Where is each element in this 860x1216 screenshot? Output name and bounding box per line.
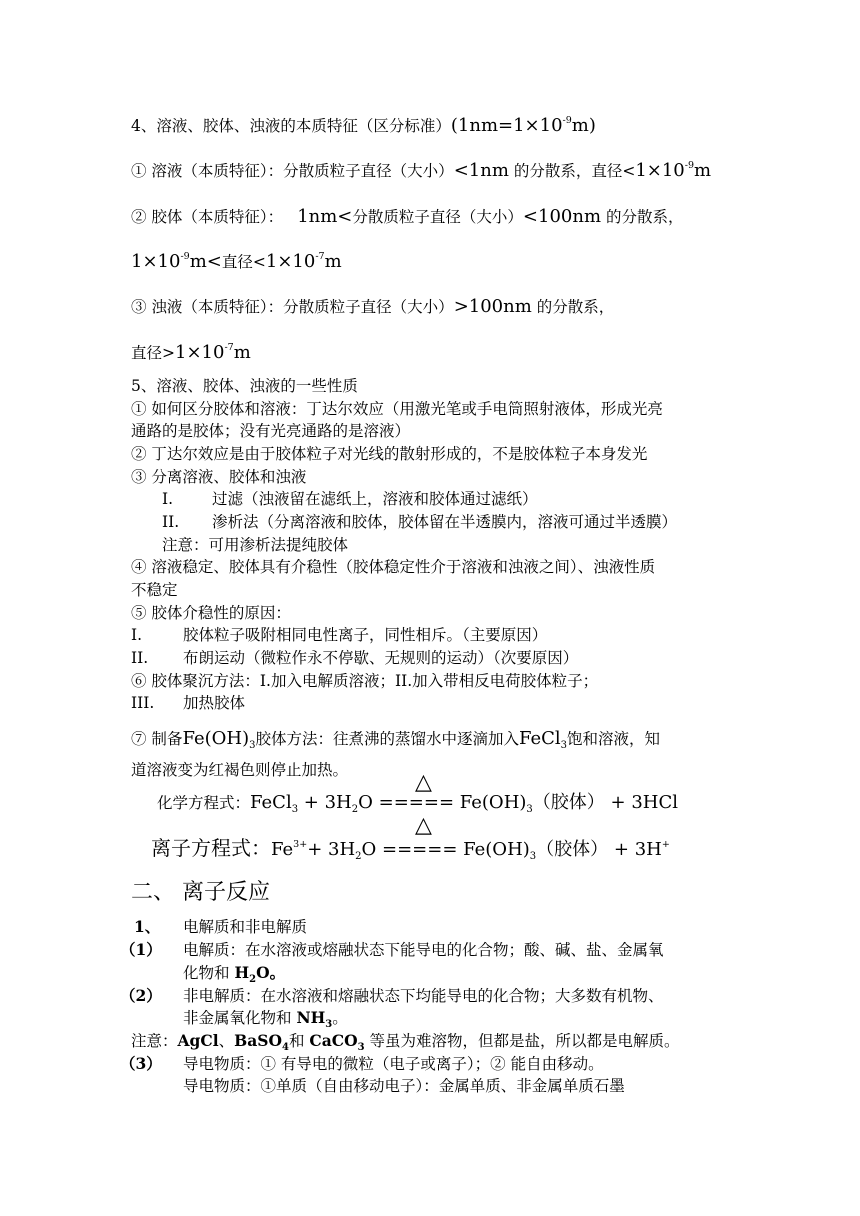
subscript: 3 [560, 740, 568, 751]
s5-line-4: ③ 分离溶液、胶体和浊液 [131, 468, 307, 486]
suspension-line [131, 297, 614, 317]
subscript: 3 [325, 1019, 333, 1030]
unit-text: m) [571, 115, 596, 136]
formula: H [234, 963, 250, 982]
text: <1nm [453, 160, 509, 181]
s4-heading: 4、溶液、胶体、浊液的本质特征（区分标准） [131, 117, 451, 135]
s5-line-2: 通路的是胶体；没有光亮通路的是溶液） [131, 422, 411, 440]
subscript: 2 [355, 851, 362, 862]
text: 饱和溶液，知 [567, 730, 661, 748]
exponent: -7 [315, 251, 325, 262]
heat-triangle-icon: △ [415, 770, 432, 795]
text: 1×10 [635, 160, 685, 181]
text: m [233, 342, 251, 363]
text: 1×10 [175, 342, 225, 363]
s5-line-6: 渗析法（分离溶液和胶体，胶体留在半透膜内，溶液可通过半透膜） [212, 513, 678, 531]
subscript: 3 [291, 804, 299, 815]
s2-item-2b [183, 963, 285, 986]
s2-item-5: 导电物质：①单质（自由移动电子）：金属单质、非金属单质石墨 [183, 1077, 625, 1095]
s5-line-13: ⑥ 胶体聚沉方法：I.加入电解质溶液；II.加入带相反电荷胶体粒子； [131, 672, 599, 690]
text: ⑦ 制备 [131, 730, 183, 748]
formula: NH [296, 1008, 326, 1027]
s4-heading-line [131, 116, 596, 139]
s5-line-10: ⑤ 胶体介稳性的原因： [131, 604, 291, 622]
s2-item-3-num: （2） [120, 986, 162, 1005]
s5-line-11-num: I. [131, 626, 143, 644]
text: 注意： [131, 1032, 178, 1050]
formula: O。 [256, 963, 286, 982]
text: 的分散系，直径< [508, 162, 636, 180]
formula: FeCl [518, 728, 561, 749]
formula: CaCO [309, 1031, 358, 1050]
s5-line-14-num: III. [131, 694, 155, 712]
subscript: 3 [249, 740, 256, 751]
s2-item-3b [183, 1008, 348, 1031]
exponent: -9 [180, 251, 190, 262]
text: 、 [218, 1032, 235, 1050]
text: ② 胶体（本质特征）： [131, 208, 284, 226]
subscript: 3 [357, 1042, 365, 1053]
s5-line-9: 不稳定 [131, 581, 178, 599]
label: 离子方程式： [151, 836, 271, 860]
text: ③ 浊液（本质特征）：分散质粒子直径（大小） [131, 298, 454, 316]
formula: BaSO [234, 1031, 282, 1050]
s5-line-3: ② 丁达尔效应是由于胶体粒子对光线的散射形成的，不是胶体粒子本身发光 [131, 445, 648, 463]
s2-item-4: 导电物质：① 有导电的微粒（电子或离子）；② 能自由移动。 [183, 1055, 604, 1073]
text: 直径> [131, 344, 175, 362]
formula: AgCl [177, 1031, 219, 1050]
subscript: 3 [526, 804, 533, 815]
formula: Fe(OH) [454, 792, 527, 813]
colloid-range-line [131, 252, 342, 275]
suspension-range-line [131, 343, 251, 366]
text: m< [189, 251, 222, 272]
s2-item-2: 电解质：在水溶液或熔融状态下能导电的化合物；酸、碱、盐、金属氧 [183, 941, 664, 959]
unit-text: (1nm=1×10 [450, 115, 563, 136]
text: 分散质粒子直径（大小） [352, 208, 523, 226]
solution-line [131, 161, 711, 184]
s5-heading: 5、溶液、胶体、浊液的一些性质 [131, 377, 358, 395]
text: 1nm< [297, 206, 353, 227]
text: 1×10 [265, 251, 316, 272]
text: ① 溶液（本质特征）：分散质粒子直径（大小） [131, 162, 454, 180]
s5-line-11: 胶体粒子吸附相同电性离子，同性相斥。（主要原因） [183, 626, 548, 644]
formula: O ===== [358, 792, 455, 813]
formula: + 3H [298, 792, 352, 813]
text: 等虽为难溶物，但都是盐，所以都是电解质。 [364, 1032, 680, 1050]
s5-line-5-num: I. [162, 490, 174, 508]
s5-line-14: 加热胶体 [183, 694, 246, 712]
s2-note [131, 1031, 680, 1054]
s5-line-1: ① 如何区分胶体和溶液：丁达尔效应（用激光笔或手电筒照射液体，形成光亮 [131, 400, 663, 418]
text: 和 [288, 1032, 310, 1050]
s2-item-4-num: （3） [120, 1054, 162, 1073]
formula: Fe [271, 839, 294, 860]
subscript: 2 [351, 804, 359, 815]
text: 1×10 [131, 251, 181, 272]
exponent: -9 [684, 160, 695, 171]
s5-line-7: 注意：可用渗析法提纯胶体 [162, 536, 349, 554]
section-two-heading: 二、 离子反应 [131, 880, 270, 905]
colloid-line [131, 207, 683, 227]
text: 的分散系， [601, 208, 684, 226]
text: m [694, 160, 712, 181]
formula: Fe(OH) [457, 839, 530, 860]
exponent: -7 [224, 342, 234, 353]
exponent: -9 [562, 115, 572, 126]
s2-item-1-num: 1、 [134, 917, 161, 936]
text: 。 [332, 1009, 348, 1027]
s2-item-1: 电解质和非电解质 [183, 918, 308, 936]
s5-line-8: ④ 溶液稳定、胶体具有介稳性（胶体稳定性介于溶液和浊液之间）、浊液性质 [131, 558, 656, 576]
heat-triangle-icon: △ [415, 813, 432, 838]
s5-line-6-num: II. [162, 513, 180, 531]
text: 胶体方法：往煮沸的蒸馏水中逐滴加入 [255, 730, 519, 748]
text: >100nm [453, 296, 532, 317]
text: 的分散系， [531, 298, 615, 316]
ionic-equation [151, 838, 670, 863]
subscript: 3 [529, 851, 537, 862]
text: <100nm [522, 206, 602, 227]
text: 非金属氧化物和 [183, 1009, 297, 1027]
text: m [324, 251, 342, 272]
text: 化物和 [183, 964, 235, 982]
s5-line-12: 布朗运动（微粒作永不停歇、无规则的运动）（次要原因） [183, 649, 579, 667]
subscript: 2 [249, 974, 257, 985]
s5-line-5: 过滤（浊液留在滤纸上，溶液和胶体通过滤纸） [212, 490, 538, 508]
formula: （胶体） + 3HCl [532, 792, 679, 813]
s5-line-15 [131, 729, 660, 752]
formula: O ===== [361, 839, 458, 860]
superscript: 3+ [293, 839, 308, 850]
formula: （胶体） + 3H [536, 839, 662, 860]
s2-item-2-num: （1） [120, 940, 162, 959]
formula: FeCl [250, 792, 292, 813]
text: 直径< [221, 253, 266, 271]
s2-item-3: 非电解质：在水溶液和熔融状态下均能导电的化合物；大多数有机物、 [183, 987, 664, 1005]
s5-line-16: 道溶液变为红褐色则停止加热。 [131, 761, 349, 779]
superscript: + [661, 839, 670, 850]
formula: + 3H [307, 839, 356, 860]
subscript: 4 [281, 1042, 289, 1053]
formula: Fe(OH) [182, 728, 250, 749]
label: 化学方程式： [157, 794, 251, 812]
s5-line-12-num: II. [131, 649, 149, 667]
